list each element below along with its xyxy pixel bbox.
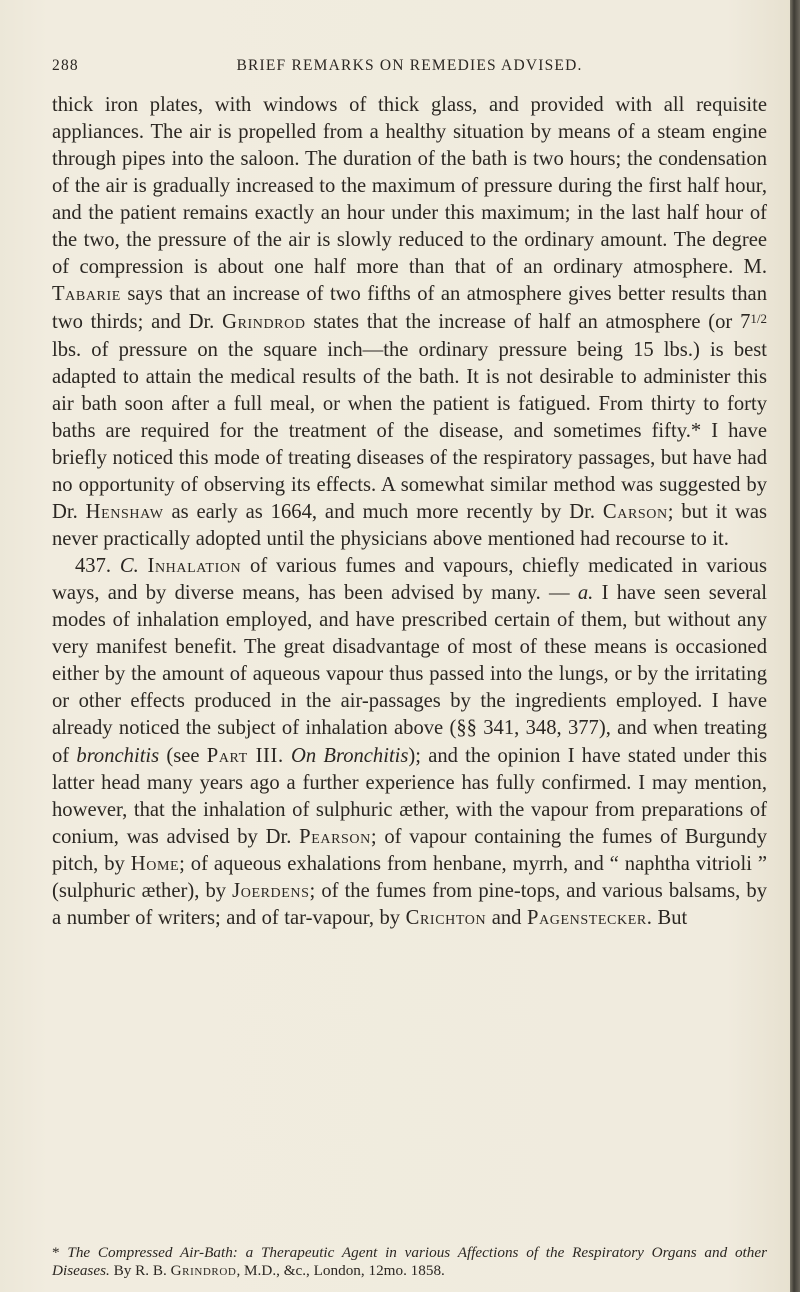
author-name: Home xyxy=(130,852,180,875)
paragraph-continued: thick iron plates, with windows of thick glass, and provided with all requisite appliances. The air is propelled from a healthy situation by means of a steam engine through pipes into the saloon. The duration of the bath is two hours; the condensation of the air is gradually increased to the maximum of pressure during the first half hour, and the patient remains exactly an hour under this maximum; in the last half hour of the two, the pressure of the air is slowly reduced to the ordinary amount. The degree of compression is about one half more than that of an ordinary atmosphere. M. Tabarie says that an increase of two fifths of an atmosphere gives better results than two thirds; and Dr. Grindrod states that the increase of half an atmosphere (or $7^{1/2}$ lbs. of pressure on the square inch—the ordinary pressure being 15 lbs.) is best adapted to attain the medical results of the bath. It is not desirable to administer this air bath soon after a full meal, or when the patient is fatigued. From thirty to forty baths are required for the treatment of the disease, and sometimes fifty.* I have briefly noticed this mode of treating diseases of the respiratory passages, but have had no opportunity of observing its effects. A somewhat similar method was suggested by Dr. Henshaw as early as 1664, and much more recently by Dr. Carson; but it was never practically adopted until the physicians above mentioned had recourse to it. xyxy=(52,94,767,550)
author-name: Crichton xyxy=(405,906,487,929)
author-name: Joerdens xyxy=(232,879,310,902)
part-reference: Part III. xyxy=(206,744,284,767)
author-name: Henshaw xyxy=(85,500,164,523)
book-edge-shadow xyxy=(790,0,800,1292)
fraction: 1/2 xyxy=(750,310,767,326)
section-number: 437. xyxy=(75,555,120,578)
paragraph-437: 437. C. Inhalation of various fumes and vapours, chiefly medicated in various ways, and by diverse means, has been advised by many. — a. I have seen several modes of inhalation employed, and have prescribed certain of them, but without any very manifest benefit. The great disadvantage of most of these means is occasioned either by the amount of aqueous vapour thus passed into the lungs, or by the irritating or other effects produced in the air-passages by the ingredients employed. I have already noticed the subject of inhalation above (§§ 341, 348, 377), and when treating of bronchitis (see Part III. On Bronchitis); and the opinion I have stated under this latter head many years ago a further experience has fully confirmed. I may mention, however, that the inhalation of sulphuric æther, with the vapour from preparations of conium, was advised by Dr. Pearson; of vapour containing the fumes of Burgundy pitch, by Home; of aqueous exhalations from henbane, myrrh, and “ naphtha vitrioli ” (sulphuric æther), by Joerdens; of the fumes from pine-tops, and various balsams, by a number of writers; and of tar-vapour, by Crichton and Pagenstecker. But xyxy=(52,555,768,929)
author-name: Pearson xyxy=(299,825,371,848)
author-name: Pagenstecker xyxy=(527,906,647,929)
section-letter: C. xyxy=(119,555,139,578)
subsection-letter: a. xyxy=(577,582,594,605)
author-name: Carson xyxy=(602,500,668,523)
footnote: * The Compressed Air-Bath: a Therapeutic Agent in various Affections of the Respiratory Organs and other Diseases. By R. B. Grindrod, M.D., &c., London, 12mo. 1858. xyxy=(52,1244,768,1279)
author-name: Grindrod xyxy=(222,310,306,333)
running-title: BRIEF REMARKS ON REMEDIES ADVISED. xyxy=(236,57,583,74)
section-heading: Inhalation xyxy=(147,555,242,578)
author-name: Tabarie xyxy=(52,283,121,306)
footnote-title: The Compressed Air-Bath: a Therapeutic Agent in various Affections of the Respiratory Organs and other Diseases. xyxy=(52,1244,768,1279)
body-text xyxy=(52,92,767,932)
topic-term: bronchitis xyxy=(76,744,160,767)
part-title: On Bronchitis xyxy=(290,744,409,767)
page-header xyxy=(52,57,767,81)
page-number: 288 xyxy=(52,57,79,74)
footnote-author: Grindrod xyxy=(170,1262,237,1279)
